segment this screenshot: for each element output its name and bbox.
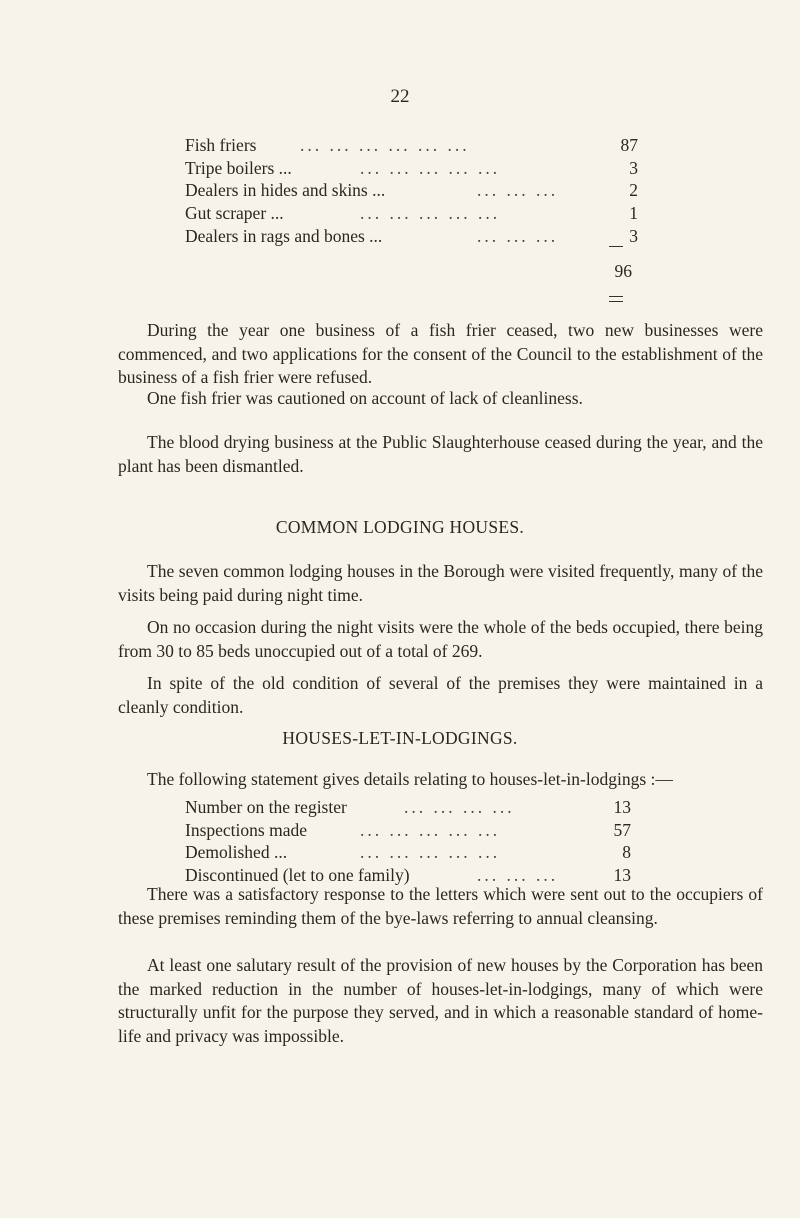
leader-dots: ... ... ... (477, 865, 559, 886)
list-item-value: 13 (613, 797, 631, 817)
list-item-label: Fish friers (185, 135, 257, 155)
list-item-label: Demolished ... (185, 842, 288, 863)
leader-dots: ... ... ... ... ... (360, 842, 501, 863)
list-item-label: Dealers in hides and skins ... (185, 180, 386, 201)
list-item-value: 13 (613, 865, 631, 886)
page-number: 22 (390, 86, 410, 107)
list-item (185, 202, 665, 225)
list-item-label: Inspections made (185, 819, 307, 840)
paragraph-common-lodging-2: On no occasion during the night visits were the whole of the beds occupied, there being from 30 to 85 beds unoccupied out of a total of 269. (118, 617, 763, 661)
list-item (185, 157, 665, 180)
leader-dots: ... ... ... ... ... ... (300, 135, 470, 155)
leader-dots: ... ... ... ... ... (360, 203, 501, 224)
leader-dots: ... ... ... ... (404, 797, 515, 817)
leader-dots: ... ... ... (477, 225, 559, 246)
list-item-label: Gut scraper ... (185, 203, 284, 224)
total-double-rule (609, 296, 623, 302)
heading-houses-let-in-lodgings: HOUSES-LET-IN-LODGINGS. (282, 728, 518, 748)
paragraph-common-lodging-1: The seven common lodging houses in the Borough were visited frequently, many of the visits being paid during night time. (118, 561, 763, 605)
total-rule (609, 246, 623, 247)
list-item (185, 225, 665, 248)
list-item-label: Discontinued (let to one family) (185, 865, 410, 886)
paragraph-blood-drying: The blood drying business at the Public Slaughterhouse ceased during the year, and the plant has been dismantled. (118, 432, 763, 476)
list-item-value: 8 (622, 842, 631, 863)
list-item (185, 819, 665, 842)
list-item (185, 796, 665, 819)
houses-let-list (185, 796, 665, 887)
list-item (185, 134, 665, 157)
leader-dots: ... ... ... (477, 180, 559, 201)
paragraph-houses-let-salutary: At least one salutary result of the provision of new houses by the Corporation has been the marked reduction in the number of houses-let-in-lodgings, many of which were structurally unfit for the purpose they served, and in which a reasonable standard of home-life and privacy was impossible. (118, 955, 763, 1046)
list-item-value: 1 (629, 203, 638, 224)
paragraph-caution: One fish frier was cautioned on account of lack of cleanliness. (147, 388, 583, 408)
list-item-label: Tripe boilers ... (185, 157, 292, 178)
paragraph-houses-let-response: There was a satisfactory response to the letters which were sent out to the occupiers of these premises reminding them of the bye-laws referring to annual cleansing. (118, 884, 763, 928)
list-item-label: Dealers in rags and bones ... (185, 225, 383, 246)
trades-total: 96 (614, 261, 632, 281)
leader-dots: ... ... ... ... ... (360, 157, 501, 178)
paragraph-houses-let-intro: The following statement gives details relating to houses-let-in-lodgings :— (147, 769, 673, 789)
trades-list (185, 134, 665, 247)
list-item-label: Number on the register (185, 797, 347, 817)
list-item-value: 87 (620, 135, 638, 155)
list-item (185, 841, 665, 864)
list-item-value: 3 (629, 225, 638, 246)
heading-common-lodging-houses: COMMON LODGING HOUSES. (275, 517, 525, 537)
list-item-value: 2 (629, 180, 638, 201)
list-item-value: 3 (629, 157, 638, 178)
list-item (185, 179, 665, 202)
paragraph-common-lodging-3: In spite of the old condition of several of the premises they were maintained in a cleanly condition. (118, 673, 763, 717)
paragraph-fish-frier-business: During the year one business of a fish frier ceased, two new businesses were commenced, and two applications for the consent of the Council to the establishment of the business of a fish frier were refused. (118, 320, 763, 388)
list-item-value: 57 (613, 819, 631, 840)
leader-dots: ... ... ... ... ... (360, 819, 501, 840)
